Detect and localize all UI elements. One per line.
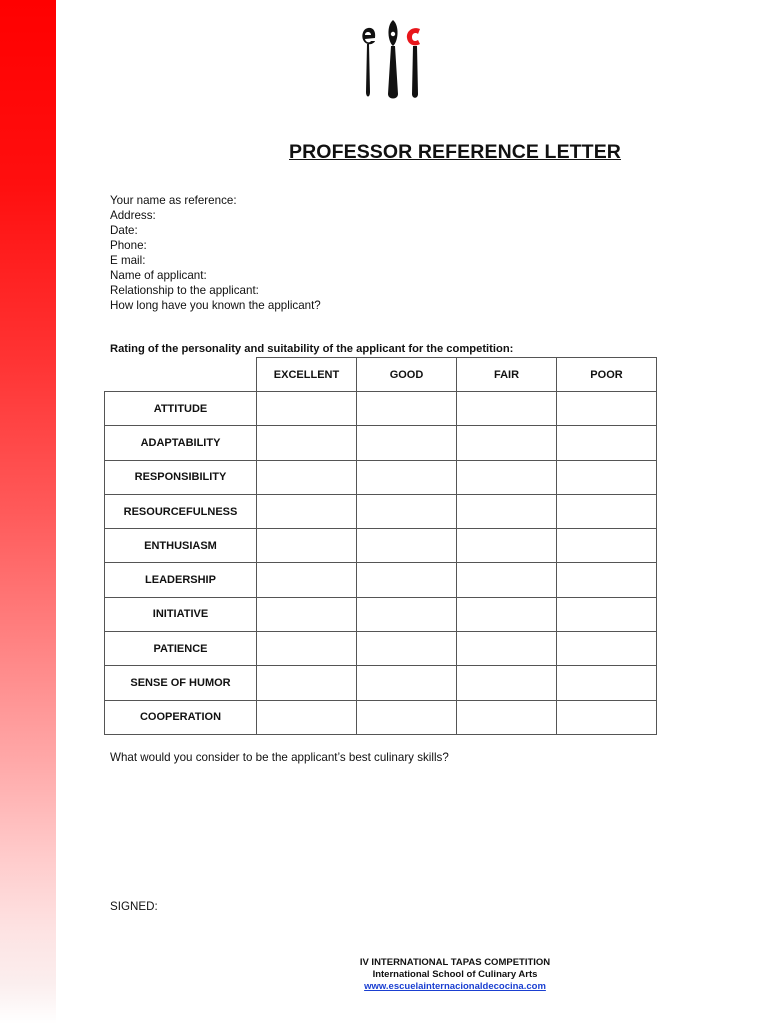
rating-cell[interactable] bbox=[357, 494, 457, 528]
column-header-fair: FAIR bbox=[457, 358, 557, 392]
rating-cell[interactable] bbox=[457, 563, 557, 597]
field-address: Address: bbox=[110, 209, 156, 222]
rating-cell[interactable] bbox=[257, 392, 357, 426]
rating-cell[interactable] bbox=[457, 666, 557, 700]
row-label: COOPERATION bbox=[105, 700, 257, 734]
row-label: ENTHUSIASM bbox=[105, 529, 257, 563]
table-row bbox=[105, 426, 657, 460]
rating-cell[interactable] bbox=[357, 460, 457, 494]
footer-school: International School of Culinary Arts bbox=[372, 969, 538, 980]
table-row bbox=[105, 666, 657, 700]
rating-cell[interactable] bbox=[357, 563, 457, 597]
field-known-duration: How long have you known the applicant? bbox=[110, 299, 321, 312]
rating-cell[interactable] bbox=[457, 597, 557, 631]
rating-cell[interactable] bbox=[257, 494, 357, 528]
table-corner bbox=[105, 358, 257, 392]
rating-cell[interactable] bbox=[457, 529, 557, 563]
field-date: Date: bbox=[110, 224, 138, 237]
rating-cell[interactable] bbox=[257, 700, 357, 734]
field-relationship: Relationship to the applicant: bbox=[110, 284, 259, 297]
field-reference-name: Your name as reference: bbox=[110, 194, 237, 207]
table-row bbox=[105, 700, 657, 734]
table-row bbox=[105, 563, 657, 597]
rating-cell[interactable] bbox=[357, 597, 457, 631]
column-header-good: GOOD bbox=[357, 358, 457, 392]
rating-cell[interactable] bbox=[257, 563, 357, 597]
table-row bbox=[105, 494, 657, 528]
rating-cell[interactable] bbox=[557, 597, 657, 631]
footer-competition: IV INTERNATIONAL TAPAS COMPETITION bbox=[359, 957, 551, 968]
rating-cell[interactable] bbox=[557, 529, 657, 563]
row-label: SENSE OF HUMOR bbox=[105, 666, 257, 700]
culinary-skills-question: What would you consider to be the applicant’s best culinary skills? bbox=[110, 751, 449, 764]
row-label: PATIENCE bbox=[105, 632, 257, 666]
rating-cell[interactable] bbox=[357, 426, 457, 460]
page-title: PROFESSOR REFERENCE LETTER bbox=[289, 141, 621, 163]
rating-cell[interactable] bbox=[257, 632, 357, 666]
table-row bbox=[105, 632, 657, 666]
field-email: E mail: bbox=[110, 254, 146, 267]
rating-cell[interactable] bbox=[557, 563, 657, 597]
rating-cell[interactable] bbox=[457, 426, 557, 460]
rating-cell[interactable] bbox=[557, 666, 657, 700]
rating-cell[interactable] bbox=[457, 632, 557, 666]
rating-table bbox=[104, 357, 657, 735]
table-row bbox=[105, 392, 657, 426]
rating-cell[interactable] bbox=[257, 460, 357, 494]
rating-cell[interactable] bbox=[557, 426, 657, 460]
rating-cell[interactable] bbox=[557, 632, 657, 666]
column-header-excellent: EXCELLENT bbox=[257, 358, 357, 392]
table-row bbox=[105, 460, 657, 494]
table-row bbox=[105, 529, 657, 563]
rating-cell[interactable] bbox=[257, 426, 357, 460]
reference-fields bbox=[110, 193, 321, 313]
footer-website-link[interactable]: www.escuelainternacionaldecocina.com bbox=[364, 981, 546, 992]
rating-cell[interactable] bbox=[457, 494, 557, 528]
rating-cell[interactable] bbox=[557, 460, 657, 494]
rating-cell[interactable] bbox=[257, 597, 357, 631]
rating-cell[interactable] bbox=[457, 392, 557, 426]
rating-cell[interactable] bbox=[357, 666, 457, 700]
row-label: RESOURCEFULNESS bbox=[105, 494, 257, 528]
rating-cell[interactable] bbox=[357, 392, 457, 426]
rating-cell[interactable] bbox=[357, 632, 457, 666]
rating-caption: Rating of the personality and suitability of the applicant for the competition: bbox=[110, 343, 514, 355]
column-header-poor: POOR bbox=[557, 358, 657, 392]
rating-cell[interactable] bbox=[257, 666, 357, 700]
table-row bbox=[105, 597, 657, 631]
side-color-band bbox=[0, 0, 56, 1024]
rating-cell[interactable] bbox=[557, 494, 657, 528]
signed-label: SIGNED: bbox=[110, 900, 158, 913]
rating-cell[interactable] bbox=[457, 700, 557, 734]
rating-cell[interactable] bbox=[357, 700, 457, 734]
field-phone: Phone: bbox=[110, 239, 147, 252]
field-applicant-name: Name of applicant: bbox=[110, 269, 207, 282]
row-label: RESPONSIBILITY bbox=[105, 460, 257, 494]
row-label: ATTITUDE bbox=[105, 392, 257, 426]
rating-cell[interactable] bbox=[557, 392, 657, 426]
spoon-fork-knife-logo bbox=[358, 20, 428, 102]
row-label: INITIATIVE bbox=[105, 597, 257, 631]
rating-cell[interactable] bbox=[257, 529, 357, 563]
rating-cell[interactable] bbox=[457, 460, 557, 494]
row-label: LEADERSHIP bbox=[105, 563, 257, 597]
row-label: ADAPTABILITY bbox=[105, 426, 257, 460]
rating-cell[interactable] bbox=[557, 700, 657, 734]
rating-cell[interactable] bbox=[357, 529, 457, 563]
footer bbox=[70, 957, 770, 993]
